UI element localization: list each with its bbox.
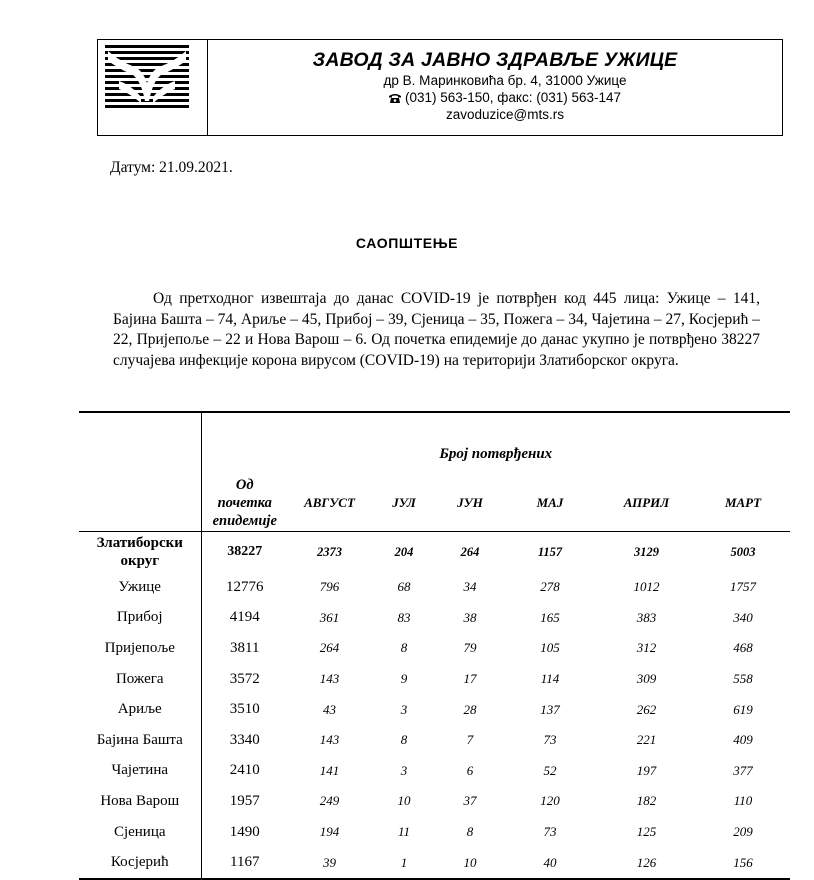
total-since-start: 38227	[201, 532, 288, 573]
since-start-value: 3340	[201, 725, 288, 756]
since-start-value: 3811	[201, 633, 288, 664]
month-value: 165	[540, 609, 560, 625]
district-name-line: Златиборски	[96, 535, 183, 551]
month-value: 52	[543, 762, 557, 778]
institute-logo-icon	[105, 45, 189, 111]
logo-cell	[98, 40, 208, 135]
month-value: 126	[636, 854, 657, 870]
organization-phone-fax: (031) 563-150, факс: (031) 563-147	[404, 90, 622, 105]
since-start-value: 2410	[201, 756, 288, 787]
district-name	[79, 532, 201, 573]
organization-address: др В. Маринковића бр. 4, 31000 Ужице	[383, 73, 627, 88]
organization-phone-line	[228, 90, 782, 105]
total-month-value: 1157	[537, 544, 563, 559]
month-value: 10	[463, 854, 477, 870]
table-row	[79, 664, 790, 695]
municipality-name: Ариље	[117, 701, 162, 718]
month-value: 377	[733, 762, 753, 778]
month-value: 3	[400, 701, 408, 717]
month-value: 340	[733, 609, 753, 625]
month-value: 558	[733, 671, 753, 687]
table-row	[79, 817, 790, 848]
month-value: 11	[397, 824, 411, 840]
month-value: 262	[636, 701, 657, 717]
letterhead	[97, 39, 783, 136]
month-value: 194	[319, 824, 340, 840]
month-value: 3	[400, 762, 408, 778]
month-value: 1	[400, 854, 408, 870]
municipality-name: Ужице	[118, 578, 161, 595]
month-header-march: МАРТ	[724, 495, 762, 510]
since-start-value: 3572	[201, 664, 288, 695]
announcement-paragraph: Од претходног извештаја до данас COVID-19 је потврђен код 445 лица: Ужице – 141, Бајина Башта – 74, Ариље – 45, Прибој – 39, Сјеница – 35, Пожега – 34, Чајетина – 27, Косјерић – 22, Пријепоље – 22 и Нова Варош – 6. Од почетка епидемије до данас укупно је потврђено 38227 случајева инфекције корона вирусом (COVID-19) на територији Златиборског округа.	[113, 290, 760, 369]
month-value: 209	[733, 824, 753, 840]
month-value: 383	[636, 609, 657, 625]
month-value: 114	[540, 671, 560, 687]
month-value: 309	[636, 671, 657, 687]
month-value: 182	[636, 793, 657, 809]
month-value: 9	[400, 671, 408, 687]
month-value: 361	[319, 609, 340, 625]
announcement-heading: САОПШТЕЊЕ	[355, 235, 459, 251]
month-value: 1012	[633, 579, 660, 595]
month-value: 68	[397, 579, 411, 595]
total-row	[79, 532, 790, 573]
municipality-name: Сјеница	[113, 823, 166, 840]
month-value: 156	[733, 854, 753, 870]
total-month-value: 5003	[730, 544, 756, 559]
month-value: 8	[400, 732, 408, 748]
since-start-value: 3510	[201, 694, 288, 725]
since-start-value: 1490	[201, 817, 288, 848]
table-row	[79, 694, 790, 725]
month-value: 278	[540, 579, 560, 595]
month-header-may: МАЈ	[536, 495, 564, 510]
column-header-row	[79, 475, 790, 532]
month-value: 197	[636, 762, 657, 778]
date-line: Датум: 21.09.2021.	[110, 159, 233, 176]
month-value: 312	[636, 640, 657, 656]
table-row	[79, 603, 790, 634]
month-value: 125	[636, 824, 657, 840]
month-value: 17	[463, 671, 477, 687]
month-value: 10	[397, 793, 411, 809]
month-value: 37	[463, 793, 477, 809]
since-start-header-line: епидемије	[212, 513, 277, 529]
municipality-name: Пријепоље	[104, 639, 175, 656]
month-value: 1757	[730, 579, 756, 595]
municipality-name: Пожега	[115, 670, 164, 687]
table-row	[79, 756, 790, 787]
month-header-august: АВГУСТ	[304, 495, 355, 510]
month-value: 110	[733, 793, 753, 809]
month-value: 468	[733, 640, 753, 656]
total-month-value: 264	[460, 544, 480, 559]
organization-info	[208, 40, 782, 135]
organization-name: ЗАВОД ЗА ЈАВНО ЗДРАВЉЕ УЖИЦЕ	[312, 49, 678, 71]
month-value: 137	[540, 701, 560, 717]
month-value: 619	[733, 701, 753, 717]
month-value: 143	[319, 732, 340, 748]
total-month-value: 3129	[634, 544, 659, 559]
table-row	[79, 786, 790, 817]
month-value: 409	[733, 732, 753, 748]
municipality-name: Косјерић	[110, 854, 169, 871]
since-start-value: 4194	[201, 603, 288, 634]
since-start-header-line: Од	[235, 477, 254, 493]
month-value: 83	[397, 609, 411, 625]
since-start-value: 1957	[201, 786, 288, 817]
district-name-line: округ	[120, 553, 160, 569]
name-column-header	[79, 475, 201, 532]
month-header-april: АПРИЛ	[623, 495, 670, 510]
month-value: 34	[463, 579, 477, 595]
month-value: 143	[319, 671, 340, 687]
total-month-value: 204	[394, 544, 414, 559]
month-value: 8	[400, 640, 408, 656]
table-row	[79, 572, 790, 603]
corner-cell	[79, 413, 201, 475]
table-row	[79, 725, 790, 756]
month-value: 73	[543, 824, 557, 840]
month-value: 264	[319, 640, 340, 656]
month-value: 79	[463, 640, 477, 656]
month-value: 7	[466, 732, 474, 748]
month-value: 8	[466, 824, 474, 840]
month-value: 40	[543, 854, 557, 870]
month-value: 141	[319, 762, 340, 778]
since-start-value: 12776	[201, 572, 288, 603]
since-start-header	[201, 475, 288, 532]
total-month-value: 2373	[317, 544, 342, 559]
month-value: 105	[540, 640, 560, 656]
month-value: 39	[323, 854, 336, 870]
municipality-name: Прибој	[116, 609, 163, 626]
organization-email: zavoduzice@mts.rs	[446, 107, 564, 122]
telephone-icon	[389, 93, 401, 102]
month-header-july: ЈУЛ	[392, 495, 416, 510]
since-start-header-line: почетка	[217, 495, 272, 511]
confirmed-group-header: Број потврђених	[201, 413, 790, 475]
month-value: 120	[540, 793, 560, 809]
table-row	[79, 633, 790, 664]
municipality-name: Нова Варош	[100, 792, 180, 809]
month-header-june: ЈУН	[457, 495, 483, 510]
month-value: 73	[543, 732, 557, 748]
table-row	[79, 847, 790, 878]
cases-table	[79, 411, 790, 880]
since-start-value: 1167	[201, 847, 288, 878]
month-value: 6	[466, 762, 474, 778]
month-value: 796	[319, 579, 340, 595]
month-value: 221	[636, 732, 657, 748]
month-value: 43	[323, 701, 336, 717]
month-value: 249	[319, 793, 340, 809]
month-value: 38	[463, 609, 477, 625]
municipality-name: Чајетина	[111, 762, 168, 779]
month-value: 28	[463, 701, 477, 717]
municipality-name: Бајина Башта	[96, 731, 183, 748]
